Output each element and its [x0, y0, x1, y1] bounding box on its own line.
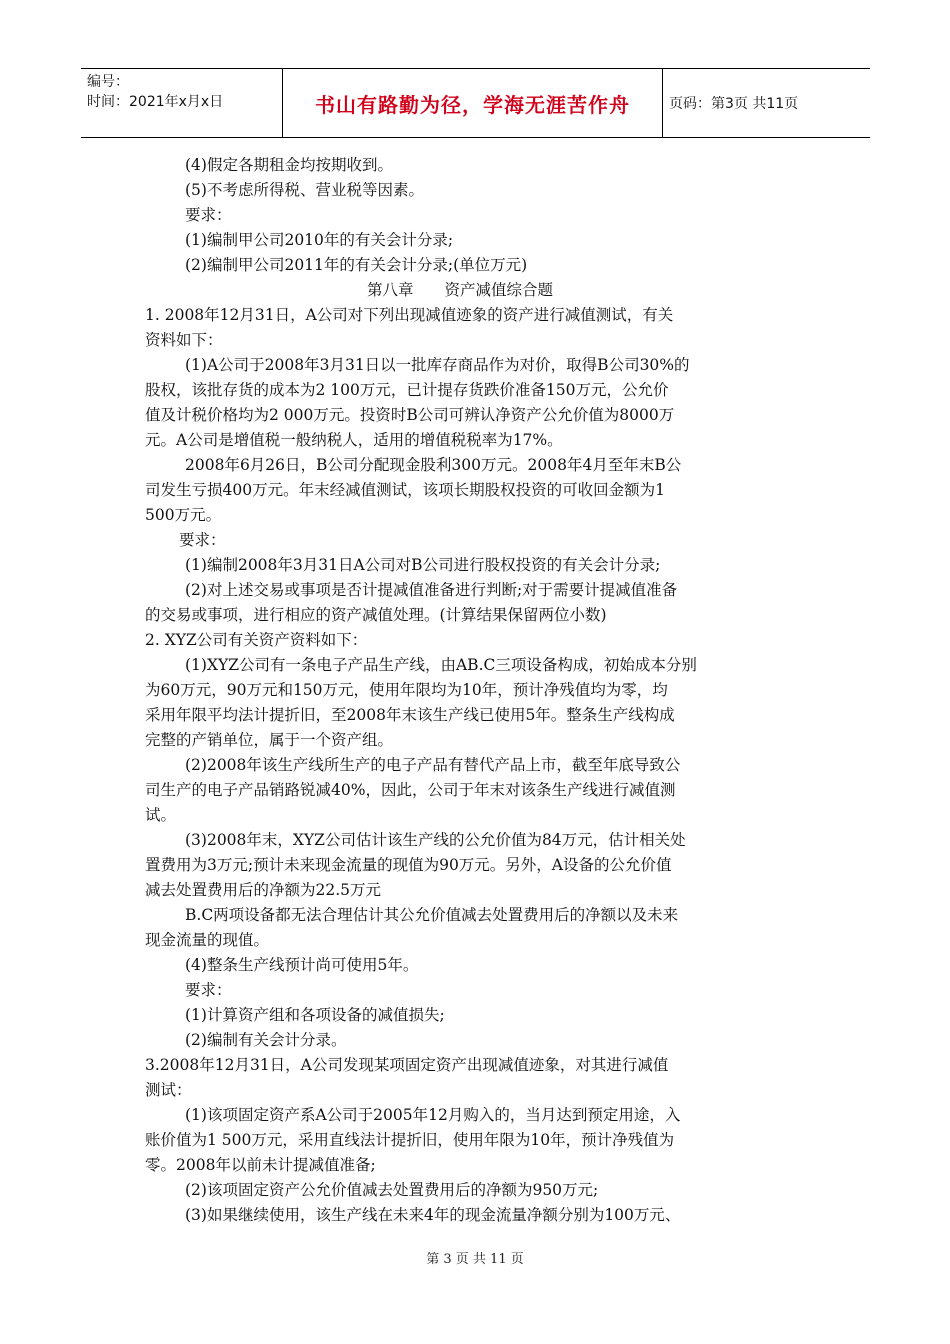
text-line: (3)2008年末，XYZ公司估计该生产线的公允价值为84万元，估计相关处	[185, 831, 686, 849]
text-line: (2)该项固定资产公允价值减去处置费用后的净额为950万元;	[185, 1181, 599, 1199]
text-line: 3.2008年12月31日，A公司发现某项固定资产出现减值迹象，对其进行减值	[145, 1056, 669, 1074]
text-line: (2)编制有关会计分录。	[185, 1031, 347, 1049]
text-line: 1. 2008年12月31日，A公司对下列出现减值迹象的资产进行减值测试，有关	[145, 306, 674, 324]
page-info: 页码：第3页 共11页	[669, 96, 799, 112]
text-line: 司发生亏损400万元。年末经减值测试，该项长期股权投资的可收回金额为1	[145, 481, 665, 499]
text-line: 要求：	[179, 531, 226, 549]
text-line: (2)对上述交易或事项是否计提减值准备进行判断;对于需要计提减值准备	[185, 581, 678, 599]
text-line: 2008年6月26日，B公司分配现金股利300万元。2008年4月至年末B公	[185, 456, 682, 474]
text-line: (4)整条生产线预计尚可使用5年。	[185, 956, 419, 974]
page-footer: 第 3 页 共 11 页	[426, 1252, 524, 1267]
text-line: B.C两项设备都无法合理估计其公允价值减去处置费用后的净额以及未来	[185, 906, 679, 924]
text-line: 现金流量的现值。	[145, 931, 270, 949]
text-line: 要求：	[185, 981, 232, 999]
text-line: (5)不考虑所得税、营业税等因素。	[185, 181, 424, 199]
text-line: (2)2008年该生产线所生产的电子产品有替代产品上市，截至年底导致公	[185, 756, 681, 774]
text-line: 测试：	[145, 1081, 192, 1099]
number-label: 编号：	[87, 74, 129, 90]
time-label: 时间：2021年x月x日	[87, 94, 224, 110]
chapter-title: 第八章 资产减值综合题	[367, 281, 554, 299]
header-table	[81, 68, 870, 138]
text-line: (1)编制2008年3月31日A公司对B公司进行股权投资的有关会计分录;	[185, 556, 661, 574]
text-line: 零。2008年以前未计提减值准备;	[145, 1156, 376, 1174]
text-line: 的交易或事项，进行相应的资产减值处理。(计算结果保留两位小数)	[145, 606, 607, 624]
text-line: 值及计税价格均为2 000万元。投资时B公司可辨认净资产公允价值为8000万	[145, 406, 675, 424]
text-line: 为60万元，90万元和150万元，使用年限均为10年，预计净残值均为零，均	[145, 681, 668, 699]
header-page-cell	[663, 69, 870, 137]
header-motto-cell	[283, 69, 663, 137]
text-line: 500万元。	[145, 506, 222, 524]
text-line: 要求：	[185, 206, 232, 224]
text-line: (1)计算资产组和各项设备的减值损失;	[185, 1006, 445, 1024]
text-line: (4)假定各期租金均按期收到。	[185, 156, 393, 174]
text-line: 减去处置费用后的净额为22.5万元	[145, 881, 382, 899]
text-line: 试。	[145, 806, 177, 824]
text-line: (3)如果继续使用，该生产线在未来4年的现金流量净额分别为100万元、	[185, 1206, 681, 1224]
motto: 书山有路勤为径，学海无涯苦作舟	[315, 92, 630, 117]
text-line: (1)A公司于2008年3月31日以一批库存商品作为对价，取得B公司30%的	[185, 356, 690, 374]
text-line: (1)XYZ公司有一条电子产品生产线，由AB.C三项设备构成，初始成本分别	[185, 656, 697, 674]
text-line: 完整的产销单位，属于一个资产组。	[145, 731, 394, 749]
header-left-cell	[81, 69, 283, 137]
text-line: 采用年限平均法计提折旧，至2008年末该生产线已使用5年。整条生产线构成	[145, 706, 675, 724]
text-line: 股权，该批存货的成本为2 100万元，已计提存货跌价准备150万元，公允价	[145, 381, 669, 399]
text-line: (1)该项固定资产系A公司于2005年12月购入的，当月达到预定用途，入	[185, 1106, 681, 1124]
text-line: 司生产的电子产品销路锐减40%，因此，公司于年末对该条生产线进行减值测	[145, 781, 676, 799]
text-line: (2)编制甲公司2011年的有关会计分录;(单位万元)	[185, 256, 528, 274]
text-line: 元。A公司是增值税一般纳税人，适用的增值税税率为17%。	[145, 431, 563, 449]
text-line: 置费用为3万元;预计未来现金流量的现值为90万元。另外，A设备的公允价值	[145, 856, 672, 874]
text-line: 账价值为1 500万元，采用直线法计提折旧，使用年限为10年，预计净残值为	[145, 1131, 675, 1149]
text-line: 资料如下：	[145, 331, 223, 349]
document-body	[145, 153, 805, 1228]
text-line: (1)编制甲公司2010年的有关会计分录;	[185, 231, 454, 249]
text-line: 2. XYZ公司有关资产资料如下：	[145, 631, 368, 649]
